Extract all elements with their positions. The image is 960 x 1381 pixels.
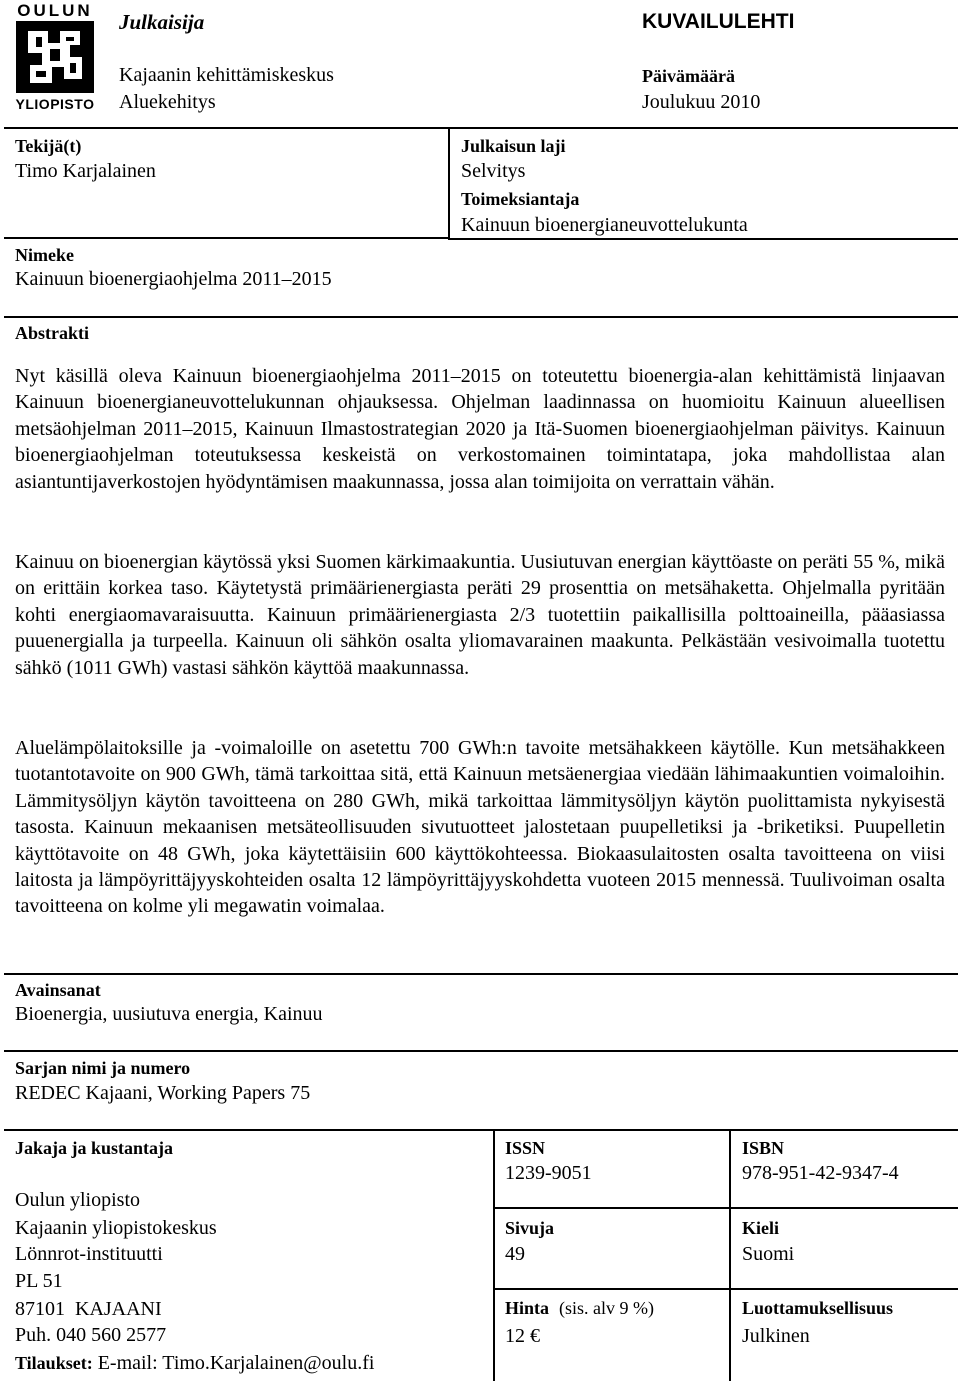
document-type: KUVAILULEHTI bbox=[642, 10, 795, 33]
distributor-rule bbox=[4, 1129, 958, 1131]
keywords-value: Bioenergia, uusiutuva energia, Kainuu bbox=[15, 1003, 323, 1025]
author-value: Timo Karjalainen bbox=[15, 160, 156, 182]
distributor-divider bbox=[493, 1129, 495, 1381]
title-label: Nimeke bbox=[15, 245, 74, 265]
logo-bottom-text: YLIOPISTO bbox=[15, 96, 95, 112]
distributor-line-5: 87101 KAJAANI bbox=[15, 1298, 162, 1320]
abstract-paragraph-1: Nyt käsillä oleva Kainuun bioenergiaohjelma 2011–2015 on toteutettu bioenergia-alan kehittämistä linjaavan Kainuun bioenergianeuvottelukunnan ohjauksessa. Ohjelman laadinnassa on huomioitu Kainuun alueellisen metsäohjelman 2011–2015, Kainuun Ilmastostrategian 2020 ja Itä-Suomen bioenergiaohjelman päivitys. Kainuun bioenergiaohjelman toteutuksessa keskeistä on verkostomainen toimintatapa, joka mahdollistaa alan asiantuntijaverkostojen hyödyntämisen maakunnassa, jossa alan toimijoita on verrattain vähän. bbox=[15, 365, 945, 493]
language-label: Kieli bbox=[742, 1218, 779, 1238]
publisher-unit: Aluekehitys bbox=[119, 91, 216, 113]
orders-label: Tilaukset: bbox=[15, 1353, 93, 1373]
issn-label: ISSN bbox=[505, 1138, 546, 1158]
pubtype-value: Selvitys bbox=[461, 160, 526, 182]
abstract-paragraph-2: Kainuu on bioenergian käytössä yksi Suomen kärkimaakuntia. Uusiutuvan energian käyttöaste on peräti 55 %, mikä on erittäin korkea taso. Käytetystä primäärienergiasta peräti 29 prosenttia on metsähaketta. Ohjelmalla pyritään kohti energiaomavaraisuutta. Kainuun primäärienergiasta 2/3 tuotettiin paikallisilla polttoaineilla, pääasiassa puuenergialla ja turpeella. Kainuun oli sähkön osalta yliomavarainen maakunta. Pelkästään vesivoimalla tuotettu sähkö (1011 GWh) vastasi sähkön käyttöä maakunnassa. bbox=[15, 551, 945, 679]
orders-email-link[interactable]: E-mail: Timo.Karjalainen@oulu.fi bbox=[97, 1352, 375, 1374]
meta-rule-1 bbox=[493, 1207, 958, 1209]
logo-emblem-icon bbox=[14, 21, 96, 93]
confidentiality-value: Julkinen bbox=[742, 1325, 810, 1347]
pages-label: Sivuja bbox=[505, 1218, 555, 1238]
abstract-paragraph-3: Aluelämpölaitoksille ja -voimaloille on asetettu 700 GWh:n tavoite metsähakkeen käytölle. Kun metsähakkeen tuotantotavoite on 900 GWh, tämä tarkoittaa sitä, että Kainuun metsäenergiaa viedään lähimaakuntien voimaloihin. Lämmitysöljyn käytön tavoitteena on 280 GWh, mikä tarkoittaa lämmitysöljyn käytön puolittamista nykyisestä tasosta. Kainuun mekaanisen metsäteollisuuden sivutuotteet jalostetaan puupelletiksi ja -briketiksi. Puupelletin käyttötavoite on 48 GWh, joka käytettäisiin 600 käyttökohteessa. Biokaasulaitosten osalta tavoitteena on viisi laitosta ja lämpöyrittäjyyskohteiden osalta 12 lämpöyrittäjyyskohdetta vuoteen 2015 mennessä. Tuulivoiman osalta tavoitteena on kolme yli megawatin voimalaa. bbox=[15, 737, 945, 918]
author-label: Tekijä(t) bbox=[15, 136, 82, 156]
meta-divider bbox=[729, 1129, 731, 1381]
commission-label: Toimeksiantaja bbox=[461, 189, 580, 209]
distributor-line-1: Oulun yliopisto bbox=[15, 1189, 141, 1211]
price-value: 12 € bbox=[505, 1325, 540, 1347]
series-value: REDEC Kajaani, Working Papers 75 bbox=[15, 1082, 311, 1104]
publisher-org: Kajaanin kehittämiskeskus bbox=[119, 64, 334, 86]
distributor-line-3: Lönnrot-instituutti bbox=[15, 1243, 163, 1265]
distributor-line-4: PL 51 bbox=[15, 1270, 63, 1292]
logo-top-text: OULUN bbox=[17, 1, 93, 20]
right-info-rule bbox=[448, 238, 958, 240]
keywords-rule bbox=[4, 973, 958, 975]
publisher-label: Julkaisija bbox=[119, 10, 205, 34]
series-rule bbox=[4, 1050, 958, 1052]
left-info-rule bbox=[4, 237, 450, 239]
info-divider bbox=[448, 127, 450, 240]
isbn-value: 978-951-42-9347-4 bbox=[742, 1162, 899, 1184]
date-label: Päivämäärä bbox=[642, 66, 735, 86]
price-line bbox=[505, 1296, 654, 1320]
university-logo bbox=[14, 2, 96, 114]
keywords-label: Avainsanat bbox=[15, 980, 101, 1000]
title-rule bbox=[4, 316, 958, 318]
distributor-line-6: Puh. 040 560 2577 bbox=[15, 1324, 167, 1346]
abstract-label: Abstrakti bbox=[15, 323, 90, 343]
distributor-line-2: Kajaanin yliopistokeskus bbox=[15, 1217, 217, 1239]
price-note: (sis. alv 9 %) bbox=[559, 1298, 654, 1318]
title-value: Kainuun bioenergiaohjelma 2011–2015 bbox=[15, 268, 332, 290]
top-rule bbox=[4, 127, 958, 129]
orders-line bbox=[15, 1351, 374, 1375]
issn-value: 1239-9051 bbox=[505, 1162, 592, 1184]
commission-value: Kainuun bioenergianeuvottelukunta bbox=[461, 214, 748, 236]
language-value: Suomi bbox=[742, 1243, 795, 1265]
date-value: Joulukuu 2010 bbox=[642, 91, 761, 113]
confidentiality-label: Luottamuksellisuus bbox=[742, 1298, 894, 1318]
series-label: Sarjan nimi ja numero bbox=[15, 1058, 191, 1078]
pages-value: 49 bbox=[505, 1243, 525, 1265]
isbn-label: ISBN bbox=[742, 1138, 785, 1158]
pubtype-label: Julkaisun laji bbox=[461, 136, 566, 156]
meta-rule-2 bbox=[493, 1288, 958, 1290]
distributor-label: Jakaja ja kustantaja bbox=[15, 1138, 174, 1158]
price-label: Hinta bbox=[505, 1298, 550, 1318]
